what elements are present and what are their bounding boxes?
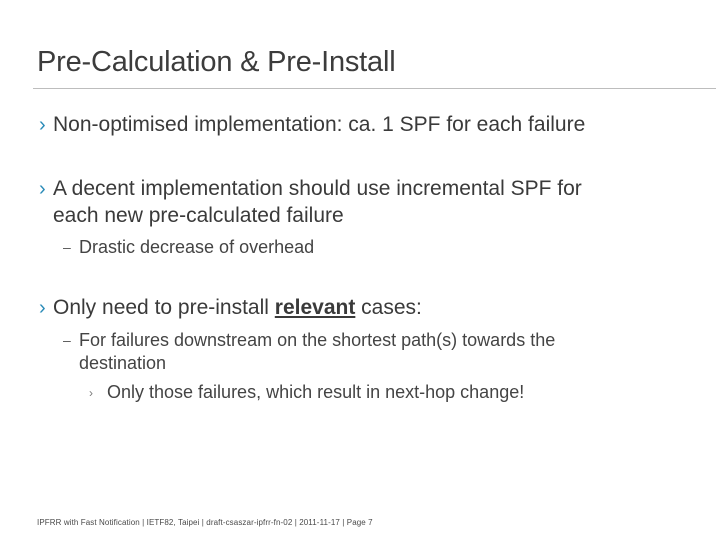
bullet-text-after: cases: (355, 296, 422, 319)
title-divider (33, 88, 716, 89)
bullet-text: Non-optimised implementation: ca. 1 SPF for each failure (53, 113, 586, 136)
sub-bullet-text-line2: destination (79, 353, 167, 373)
bullet-text-line1: A decent implementation should use incremental SPF for (53, 177, 582, 200)
slide-title: Pre-Calculation & Pre-Install (37, 46, 396, 78)
dash-marker-icon: – (63, 239, 71, 255)
bullet-marker-icon: › (39, 297, 46, 319)
sub-bullet-failures-downstream-continuation (79, 352, 166, 374)
bullet-only-need (39, 295, 422, 321)
dash-marker-icon: – (63, 332, 71, 348)
sub-bullet-text: Drastic decrease of overhead (79, 237, 315, 257)
subsub-bullet-next-hop-change (89, 381, 525, 403)
bullet-marker-icon: › (39, 178, 46, 200)
bullet-non-optimised (39, 112, 586, 138)
bullet-text-before: Only need to pre-install (53, 296, 275, 319)
sub-bullet-text-line1: For failures downstream on the shortest path(s) towards the (79, 330, 556, 350)
bullet-marker-icon: › (39, 114, 46, 136)
slide-footer: IPFRR with Fast Notification | IETF82, Taipei | draft-csaszar-ipfrr-fn-02 | 2011-11-17 | Page 7 (37, 518, 373, 527)
bullet-decent-implementation-continuation (53, 203, 344, 229)
subsub-bullet-text: Only those failures, which result in next-hop change! (107, 382, 525, 402)
bullet-decent-implementation (39, 176, 582, 202)
emphasized-word: relevant (274, 296, 356, 319)
bullet-text-line2: each new pre-calculated failure (53, 204, 344, 227)
small-chevron-icon: › (89, 386, 93, 400)
sub-bullet-failures-downstream (63, 329, 556, 351)
sub-bullet-drastic-decrease (63, 236, 315, 258)
